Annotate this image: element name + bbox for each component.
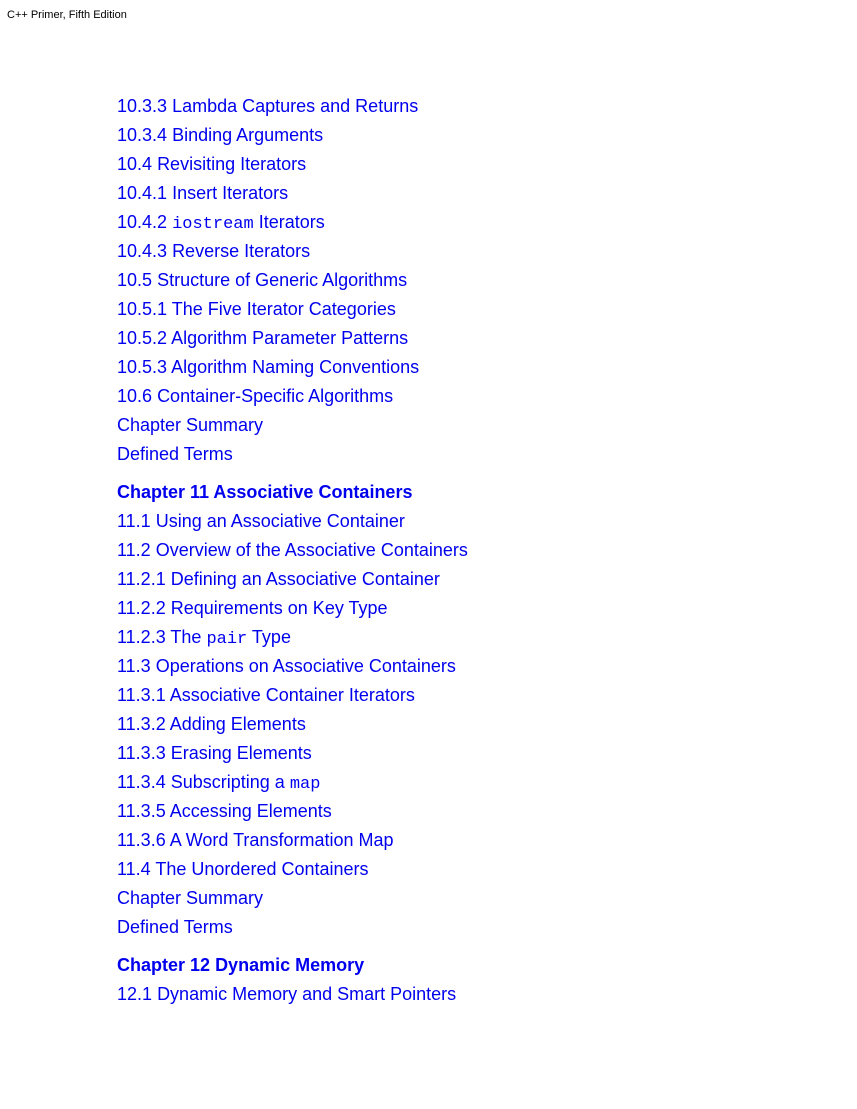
toc-section-link[interactable] <box>117 565 837 594</box>
toc-entry-number: 11.3 <box>117 656 151 676</box>
toc-entry-number: 11.1 <box>117 511 151 531</box>
toc-section-link[interactable] <box>117 237 837 266</box>
toc-entry-number: 10.6 <box>117 386 153 406</box>
toc-entry-title: Using an Associative Container <box>155 511 405 531</box>
toc-section-link[interactable] <box>117 884 837 913</box>
toc-entry-title: Algorithm Naming Conventions <box>171 357 420 377</box>
toc-entry-number: 11.3.1 <box>117 685 166 705</box>
toc-entry-title: Insert Iterators <box>172 183 289 203</box>
toc-entry-number: Chapter 11 <box>117 482 210 502</box>
toc-section-link[interactable] <box>117 411 837 440</box>
toc-entry-number: 11.4 <box>117 859 151 879</box>
toc-entry-title: Adding Elements <box>169 714 306 734</box>
toc-section-link[interactable] <box>117 440 837 469</box>
toc-section-link[interactable] <box>117 739 837 768</box>
toc-entry-title: Subscripting a <box>170 772 290 792</box>
toc-entry-title: Requirements on Key Type <box>170 598 388 618</box>
toc-section-link[interactable] <box>117 92 837 121</box>
toc-section-link[interactable] <box>117 536 837 565</box>
toc-entry-number: 11.2.3 <box>117 627 166 647</box>
toc-entry-code-term: map <box>289 775 321 794</box>
toc-section-link[interactable] <box>117 768 837 797</box>
toc-entry-title: Lambda Captures and Returns <box>172 96 419 116</box>
toc-entry-number: 11.2.2 <box>117 598 166 618</box>
toc-entry-title: Container-Specific Algorithms <box>157 386 394 406</box>
toc-entry-number: 10.4.3 <box>117 241 168 261</box>
toc-entry-number: 12.1 <box>117 984 153 1004</box>
toc-entry-title: Erasing Elements <box>170 743 312 763</box>
toc-entry-number: 10.3.3 <box>117 96 168 116</box>
toc-entry-title: The <box>170 627 207 647</box>
toc-entry-title: Operations on Associative Containers <box>155 656 456 676</box>
toc-entry-title: Chapter Summary <box>117 415 264 435</box>
toc-section-link[interactable] <box>117 121 837 150</box>
toc-entry-number: 10.5 <box>117 270 153 290</box>
toc-entry-title: Defining an Associative Container <box>170 569 440 589</box>
toc-section-link[interactable] <box>117 295 837 324</box>
toc-section-link[interactable] <box>117 353 837 382</box>
toc-entry-number: 11.3.3 <box>117 743 166 763</box>
toc-entry-title: Accessing Elements <box>169 801 332 821</box>
toc-section-link[interactable] <box>117 980 837 1009</box>
toc-entry-title: Binding Arguments <box>172 125 324 145</box>
toc-entry-title: A Word Transformation Map <box>169 830 394 850</box>
toc-section-link[interactable] <box>117 179 837 208</box>
toc-entry-number: 11.3.2 <box>117 714 166 734</box>
toc-section-link[interactable] <box>117 266 837 295</box>
toc-section-link[interactable] <box>117 324 837 353</box>
toc-entry-title: Overview of the Associative Containers <box>155 540 468 560</box>
toc-entry-number: Chapter 12 <box>117 955 211 975</box>
toc-entry-number: 10.4.1 <box>117 183 168 203</box>
toc-entry-number: 10.3.4 <box>117 125 168 145</box>
toc-entry-number: 11.3.5 <box>117 801 166 821</box>
toc-entry-number: 11.2 <box>117 540 151 560</box>
toc-section-link[interactable] <box>117 150 837 179</box>
toc-section-link[interactable] <box>117 855 837 884</box>
toc-entry-title: Algorithm Parameter Patterns <box>171 328 409 348</box>
toc-entry-number: 10.5.1 <box>117 299 168 319</box>
toc-section-link[interactable] <box>117 208 837 237</box>
toc-section-link[interactable] <box>117 681 837 710</box>
toc-entry-title: The Unordered Containers <box>155 859 369 879</box>
toc-entry-title: Defined Terms <box>117 917 233 937</box>
toc-entry-number: 10.5.2 <box>117 328 168 348</box>
toc-entry-title: Reverse Iterators <box>172 241 311 261</box>
toc-entry-code-term: pair <box>206 630 248 649</box>
toc-entry-title: Defined Terms <box>117 444 233 464</box>
toc-entry-title: Dynamic Memory and Smart Pointers <box>157 984 457 1004</box>
toc-entry-title: The Five Iterator Categories <box>171 299 396 319</box>
toc-entry-title: Iterators <box>253 212 325 232</box>
toc-entry-number: 11.2.1 <box>117 569 166 589</box>
toc-entry-title: Chapter Summary <box>117 888 264 908</box>
toc-section-link[interactable] <box>117 710 837 739</box>
toc-section-link[interactable] <box>117 797 837 826</box>
toc-entry-title: Type <box>247 627 291 647</box>
toc-entry-title: Structure of Generic Algorithms <box>157 270 408 290</box>
toc-chapter-link[interactable] <box>117 946 837 984</box>
toc-entry-number: 10.5.3 <box>117 357 168 377</box>
toc-entry-title: Revisiting Iterators <box>157 154 307 174</box>
toc-section-link[interactable] <box>117 594 837 623</box>
toc-section-link[interactable] <box>117 623 837 652</box>
toc-entry-title: Associative Container Iterators <box>169 685 415 705</box>
toc-chapter-link[interactable] <box>117 473 837 511</box>
table-of-contents <box>117 92 837 1009</box>
toc-section-link[interactable] <box>117 507 837 536</box>
toc-entry-number: 10.4 <box>117 154 153 174</box>
running-header: C++ Primer, Fifth Edition <box>7 9 127 21</box>
toc-section-link[interactable] <box>117 652 837 681</box>
toc-section-link[interactable] <box>117 826 837 855</box>
toc-entry-title: Dynamic Memory <box>215 955 365 975</box>
toc-entry-number: 10.4.2 <box>117 212 168 232</box>
toc-section-link[interactable] <box>117 913 837 942</box>
toc-entry-title: Associative Containers <box>213 482 413 502</box>
toc-entry-number: 11.3.6 <box>117 830 166 850</box>
toc-section-link[interactable] <box>117 382 837 411</box>
toc-entry-number: 11.3.4 <box>117 772 166 792</box>
toc-entry-code-term: iostream <box>172 215 254 234</box>
